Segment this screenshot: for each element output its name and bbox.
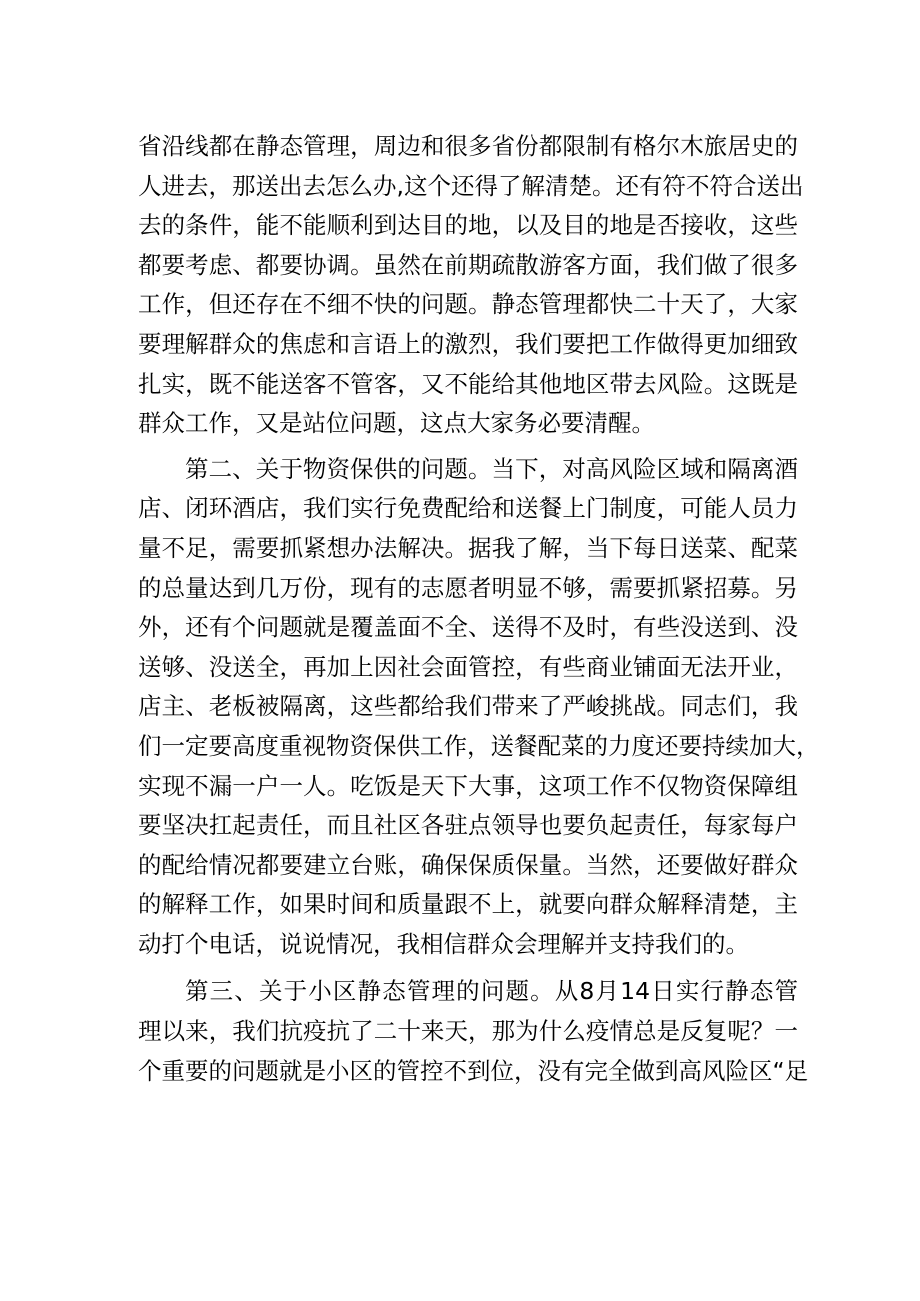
text-line: 去的条件，能不能顺利到达目的地，以及目的地是否接收，这些 bbox=[138, 211, 798, 240]
text-line: 群众工作，又是站位问题，这点大家务必要清醒。 bbox=[138, 409, 655, 438]
text-line: 要理解群众的焦虑和言语上的激烈，我们要把工作做得更加细致 bbox=[138, 329, 798, 358]
text-line: 的解释工作，如果时间和质量跟不上，就要向群众解释清楚，主 bbox=[138, 890, 798, 919]
text-line: 的配给情况都要建立台账，确保保质保量。当然，还要做好群众 bbox=[138, 850, 798, 879]
text-line: 人进去，那送出去怎么办,这个还得了解清楚。还有符不符合送出 bbox=[138, 171, 804, 200]
text-line: 个重要的问题就是小区的管控不到位，没有完全做到高风险区“足 bbox=[138, 1056, 809, 1085]
paragraph-2 bbox=[138, 450, 820, 965]
text-line: 店主、老板被隔离，这些都给我们带来了严峻挑战。同志们，我 bbox=[138, 692, 798, 721]
text-line: 工作，但还存在不细不快的问题。静态管理都快二十天了，大家 bbox=[138, 290, 798, 319]
text-line: 第二、关于物资保供的问题。当下，对高风险区域和隔离酒 bbox=[185, 454, 798, 483]
text-line: 实现不漏一户一人。吃饭是天下大事，这项工作不仅物资保障组 bbox=[138, 771, 798, 800]
text-line: 店、闭环酒店，我们实行免费配给和送餐上门制度，可能人员力 bbox=[138, 494, 798, 523]
text-line: 量不足，需要抓紧想办法解决。据我了解，当下每日送菜、配菜 bbox=[138, 533, 798, 562]
text-line: 第三、关于小区静态管理的问题。从8月14日实行静态管 bbox=[185, 977, 798, 1006]
text-line: 省沿线都在静态管理，周边和很多省份都限制有格尔木旅居史的 bbox=[138, 132, 798, 160]
paragraph-3 bbox=[138, 972, 809, 1091]
text-line: 扎实，既不能送客不管客，又不能给其他地区带去风险。这既是 bbox=[138, 369, 798, 398]
text-line: 动打个电话，说说情况，我相信群众会理解并支持我们的。 bbox=[138, 929, 749, 958]
text-line: 送够、没送全，再加上因社会面管控，有些商业铺面无法开业， bbox=[138, 652, 798, 681]
text-line: 的总量达到几万份，现有的志愿者明显不够，需要抓紧招募。另 bbox=[138, 573, 798, 602]
text-line: 都要考虑、都要协调。虽然在前期疏散游客方面，我们做了很多 bbox=[138, 250, 798, 279]
paragraph-1 bbox=[138, 127, 804, 444]
text-line: 外，还有个问题就是覆盖面不全、送得不及时，有些没送到、没 bbox=[138, 613, 798, 642]
text-line: 们一定要高度重视物资保供工作，送餐配菜的力度还要持续加大， bbox=[138, 731, 820, 760]
document-body bbox=[138, 127, 820, 1091]
text-line: 理以来，我们抗疫抗了二十来天，那为什么疫情总是反复呢？一 bbox=[138, 1017, 798, 1046]
text-line: 要坚决扛起责任，而且社区各驻点领导也要负起责任，每家每户 bbox=[138, 811, 798, 840]
